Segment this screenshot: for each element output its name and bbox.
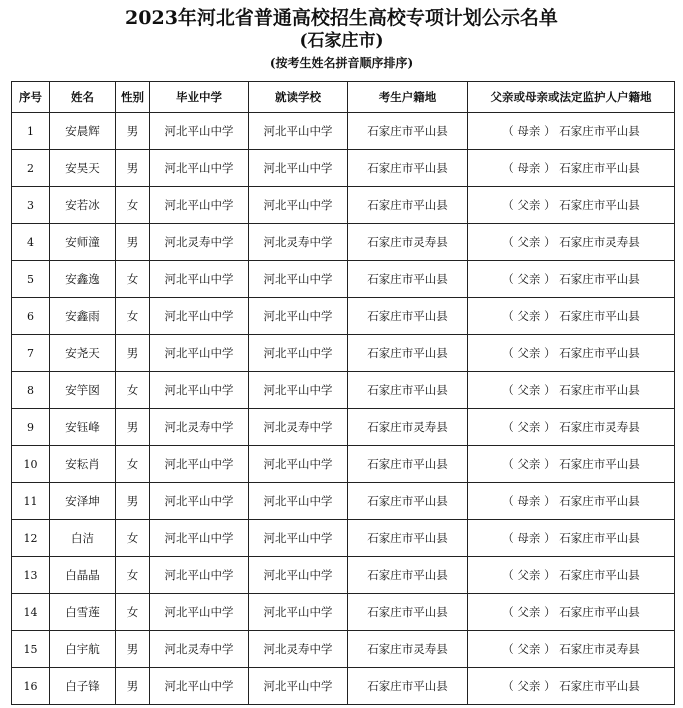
- cell-guardian-domicile: （ 父亲 ） 石家庄市平山县: [468, 261, 675, 298]
- cell-graduation-school: 河北平山中学: [150, 446, 249, 483]
- cell-index: 16: [12, 668, 50, 705]
- cell-gender: 男: [116, 409, 150, 446]
- cell-current-school: 河北灵寿中学: [249, 224, 348, 261]
- cell-gender: 女: [116, 520, 150, 557]
- cell-guardian-domicile: （ 父亲 ） 石家庄市灵寿县: [468, 631, 675, 668]
- cell-index: 1: [12, 113, 50, 150]
- cell-name: 安泽坤: [50, 483, 116, 520]
- cell-student-domicile: 石家庄市平山县: [348, 483, 468, 520]
- cell-graduation-school: 河北平山中学: [150, 372, 249, 409]
- cell-name: 白晶晶: [50, 557, 116, 594]
- table-row: [12, 409, 675, 446]
- header-graduation-school: 毕业中学: [150, 82, 249, 113]
- document-subtitle: (石家庄市): [299, 31, 384, 51]
- table-row: [12, 594, 675, 631]
- cell-index: 13: [12, 557, 50, 594]
- cell-current-school: 河北平山中学: [249, 335, 348, 372]
- cell-gender: 男: [116, 113, 150, 150]
- cell-guardian-domicile: （ 父亲 ） 石家庄市平山县: [468, 668, 675, 705]
- cell-gender: 女: [116, 372, 150, 409]
- header-gender: 性别: [116, 82, 150, 113]
- cell-gender: 男: [116, 335, 150, 372]
- cell-guardian-domicile: （ 母亲 ） 石家庄市平山县: [468, 520, 675, 557]
- table-row: [12, 335, 675, 372]
- table-row: [12, 446, 675, 483]
- document-title: 2023年河北省普通高校招生高校专项计划公示名单: [125, 7, 558, 29]
- header-index: 序号: [12, 82, 50, 113]
- cell-graduation-school: 河北平山中学: [150, 187, 249, 224]
- table-row: [12, 298, 675, 335]
- cell-current-school: 河北平山中学: [249, 557, 348, 594]
- cell-graduation-school: 河北平山中学: [150, 483, 249, 520]
- header-guardian-domicile: 父亲或母亲或法定监护人户籍地: [468, 82, 675, 113]
- cell-student-domicile: 石家庄市平山县: [348, 113, 468, 150]
- cell-graduation-school: 河北灵寿中学: [150, 631, 249, 668]
- cell-gender: 男: [116, 668, 150, 705]
- cell-student-domicile: 石家庄市平山县: [348, 668, 468, 705]
- cell-current-school: 河北平山中学: [249, 113, 348, 150]
- cell-guardian-domicile: （ 父亲 ） 石家庄市平山县: [468, 594, 675, 631]
- cell-name: 安晨辉: [50, 113, 116, 150]
- cell-gender: 女: [116, 298, 150, 335]
- cell-gender: 男: [116, 631, 150, 668]
- table-body: [12, 113, 675, 705]
- table-row: [12, 557, 675, 594]
- cell-guardian-domicile: （ 母亲 ） 石家庄市平山县: [468, 113, 675, 150]
- cell-index: 2: [12, 150, 50, 187]
- cell-graduation-school: 河北平山中学: [150, 298, 249, 335]
- table-row: [12, 520, 675, 557]
- cell-gender: 女: [116, 594, 150, 631]
- cell-guardian-domicile: （ 父亲 ） 石家庄市灵寿县: [468, 409, 675, 446]
- cell-guardian-domicile: （ 父亲 ） 石家庄市平山县: [468, 557, 675, 594]
- cell-student-domicile: 石家庄市平山县: [348, 150, 468, 187]
- cell-name: 白洁: [50, 520, 116, 557]
- cell-name: 安竽囡: [50, 372, 116, 409]
- cell-current-school: 河北灵寿中学: [249, 409, 348, 446]
- cell-name: 白宇航: [50, 631, 116, 668]
- cell-name: 安尧天: [50, 335, 116, 372]
- cell-graduation-school: 河北灵寿中学: [150, 409, 249, 446]
- cell-index: 8: [12, 372, 50, 409]
- cell-graduation-school: 河北灵寿中学: [150, 224, 249, 261]
- cell-gender: 男: [116, 483, 150, 520]
- cell-student-domicile: 石家庄市平山县: [348, 372, 468, 409]
- cell-gender: 女: [116, 261, 150, 298]
- document-sort-note: (按考生姓名拼音顺序排序): [269, 56, 414, 70]
- cell-gender: 女: [116, 187, 150, 224]
- cell-current-school: 河北平山中学: [249, 520, 348, 557]
- table-row: [12, 372, 675, 409]
- cell-current-school: 河北平山中学: [249, 187, 348, 224]
- cell-index: 12: [12, 520, 50, 557]
- cell-student-domicile: 石家庄市灵寿县: [348, 409, 468, 446]
- cell-gender: 女: [116, 446, 150, 483]
- cell-current-school: 河北平山中学: [249, 150, 348, 187]
- header-student-domicile: 考生户籍地: [348, 82, 468, 113]
- cell-name: 安若冰: [50, 187, 116, 224]
- cell-gender: 男: [116, 224, 150, 261]
- table-row: [12, 224, 675, 261]
- cell-index: 9: [12, 409, 50, 446]
- cell-name: 安昊天: [50, 150, 116, 187]
- cell-index: 11: [12, 483, 50, 520]
- table-header: [12, 82, 675, 113]
- cell-student-domicile: 石家庄市平山县: [348, 594, 468, 631]
- cell-current-school: 河北平山中学: [249, 668, 348, 705]
- cell-current-school: 河北平山中学: [249, 483, 348, 520]
- table-row: [12, 631, 675, 668]
- cell-name: 白雪莲: [50, 594, 116, 631]
- cell-graduation-school: 河北平山中学: [150, 668, 249, 705]
- cell-index: 15: [12, 631, 50, 668]
- cell-guardian-domicile: （ 父亲 ） 石家庄市平山县: [468, 372, 675, 409]
- cell-current-school: 河北平山中学: [249, 594, 348, 631]
- cell-guardian-domicile: （ 父亲 ） 石家庄市平山县: [468, 446, 675, 483]
- cell-guardian-domicile: （ 母亲 ） 石家庄市平山县: [468, 483, 675, 520]
- cell-gender: 女: [116, 557, 150, 594]
- header-row: [12, 82, 675, 113]
- header-name: 姓名: [50, 82, 116, 113]
- cell-student-domicile: 石家庄市平山县: [348, 335, 468, 372]
- cell-gender: 男: [116, 150, 150, 187]
- cell-student-domicile: 石家庄市平山县: [348, 520, 468, 557]
- table-row: [12, 668, 675, 705]
- cell-student-domicile: 石家庄市灵寿县: [348, 631, 468, 668]
- cell-guardian-domicile: （ 父亲 ） 石家庄市平山县: [468, 298, 675, 335]
- cell-name: 安钰峰: [50, 409, 116, 446]
- cell-graduation-school: 河北平山中学: [150, 261, 249, 298]
- table-row: [12, 187, 675, 224]
- table-row: [12, 113, 675, 150]
- cell-graduation-school: 河北平山中学: [150, 335, 249, 372]
- cell-index: 7: [12, 335, 50, 372]
- cell-index: 10: [12, 446, 50, 483]
- cell-graduation-school: 河北平山中学: [150, 557, 249, 594]
- cell-guardian-domicile: （ 母亲 ） 石家庄市平山县: [468, 150, 675, 187]
- cell-graduation-school: 河北平山中学: [150, 594, 249, 631]
- cell-current-school: 河北平山中学: [249, 372, 348, 409]
- cell-guardian-domicile: （ 父亲 ） 石家庄市平山县: [468, 335, 675, 372]
- cell-student-domicile: 石家庄市平山县: [348, 557, 468, 594]
- cell-index: 6: [12, 298, 50, 335]
- cell-current-school: 河北平山中学: [249, 298, 348, 335]
- cell-graduation-school: 河北平山中学: [150, 113, 249, 150]
- cell-index: 14: [12, 594, 50, 631]
- cell-name: 安鑫雨: [50, 298, 116, 335]
- cell-student-domicile: 石家庄市灵寿县: [348, 224, 468, 261]
- cell-name: 白子锋: [50, 668, 116, 705]
- cell-student-domicile: 石家庄市平山县: [348, 298, 468, 335]
- cell-student-domicile: 石家庄市平山县: [348, 261, 468, 298]
- cell-graduation-school: 河北平山中学: [150, 520, 249, 557]
- cell-guardian-domicile: （ 父亲 ） 石家庄市平山县: [468, 187, 675, 224]
- cell-current-school: 河北平山中学: [249, 446, 348, 483]
- table-row: [12, 261, 675, 298]
- cell-index: 5: [12, 261, 50, 298]
- cell-current-school: 河北平山中学: [249, 261, 348, 298]
- table-row: [12, 150, 675, 187]
- table-row: [12, 483, 675, 520]
- cell-current-school: 河北灵寿中学: [249, 631, 348, 668]
- cell-index: 4: [12, 224, 50, 261]
- cell-student-domicile: 石家庄市平山县: [348, 446, 468, 483]
- cell-name: 安耘肖: [50, 446, 116, 483]
- header-current-school: 就读学校: [249, 82, 348, 113]
- cell-name: 安师潼: [50, 224, 116, 261]
- cell-name: 安鑫逸: [50, 261, 116, 298]
- roster-table: [11, 81, 675, 705]
- cell-student-domicile: 石家庄市平山县: [348, 187, 468, 224]
- cell-index: 3: [12, 187, 50, 224]
- cell-guardian-domicile: （ 父亲 ） 石家庄市灵寿县: [468, 224, 675, 261]
- cell-graduation-school: 河北平山中学: [150, 150, 249, 187]
